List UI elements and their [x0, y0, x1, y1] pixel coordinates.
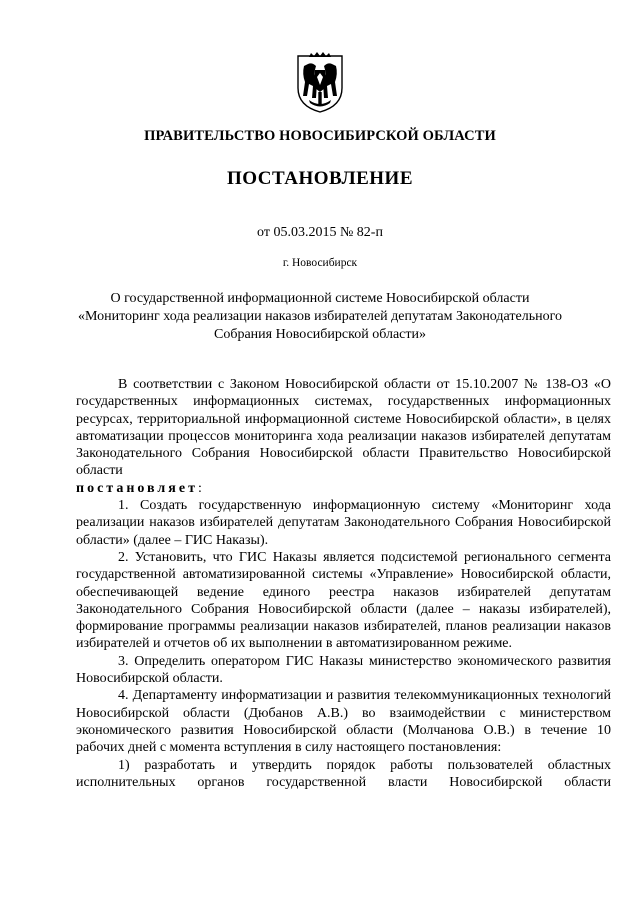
coat-of-arms-emblem	[295, 52, 345, 114]
clause-3: 3. Определить оператором ГИС Наказы министерство экономического развития Новосибирской области.	[76, 653, 611, 687]
decree-colon: :	[197, 480, 202, 496]
document-title	[60, 290, 580, 344]
document-title-line: О государственной информационной системе Новосибирской области	[110, 291, 530, 306]
document-type: ПОСТАНОВЛЕНИЕ	[226, 168, 414, 189]
document-title-line: «Мониторинг хода реализации наказов избирателей депутатам Законодательного	[78, 309, 562, 324]
document-body	[76, 376, 611, 791]
decree-word: постановляет	[76, 480, 198, 496]
clause-1: 1. Создать государственную информационную систему «Мониторинг хода реализации наказов избирателей депутатам Законодательного Собрания Новосибирской области» (далее – ГИС Наказы).	[76, 498, 611, 548]
document-title-line: Собрания Новосибирской области»	[214, 327, 426, 342]
preamble-paragraph: В соответствии с Законом Новосибирской области от 15.10.2007 № 138-ОЗ «О государственных информационных системах, государственных информационных ресурсах, территориальной информационной системе Новосибирской области», в целях автоматизации процессов мониторинга хода реализации наказов избирателей депутатам Законодательного Собрания Новосибирской области Правительство Новосибирской области	[76, 377, 611, 479]
clause-4-1: 1) разработать и утвердить порядок работы пользователей областных исполнительных органов государственной власти Новосибирской области	[76, 757, 611, 790]
date-and-number: от 05.03.2015 № 82-п	[257, 225, 383, 240]
clause-4: 4. Департаменту информатизации и развития телекоммуникационных технологий Новосибирской области (Дюбанов А.В.) во взаимодействии с министерством экономического развития Новосибирской области (Молчанова О.В.) в течение 10 рабочих дней с момента вступления в силу настоящего постановления:	[76, 688, 611, 756]
organization-name: ПРАВИТЕЛЬСТВО НОВОСИБИРСКОЙ ОБЛАСТИ	[144, 128, 496, 144]
decree-line	[76, 480, 611, 497]
clause-2: 2. Установить, что ГИС Наказы является подсистемой регионального сегмента государственной автоматизированной системы «Управление» Новосибирской области, обеспечивающей ведение единого реестра наказов избирателей депутатам Законодательного Собрания Новосибирской области (далее – наказы избирателей), формирование программы реализации наказов избирателей, планов реализации наказов избирателей и отчетов об их выполнении в автоматизированном режиме.	[76, 549, 611, 652]
city: г. Новосибирск	[282, 257, 358, 269]
